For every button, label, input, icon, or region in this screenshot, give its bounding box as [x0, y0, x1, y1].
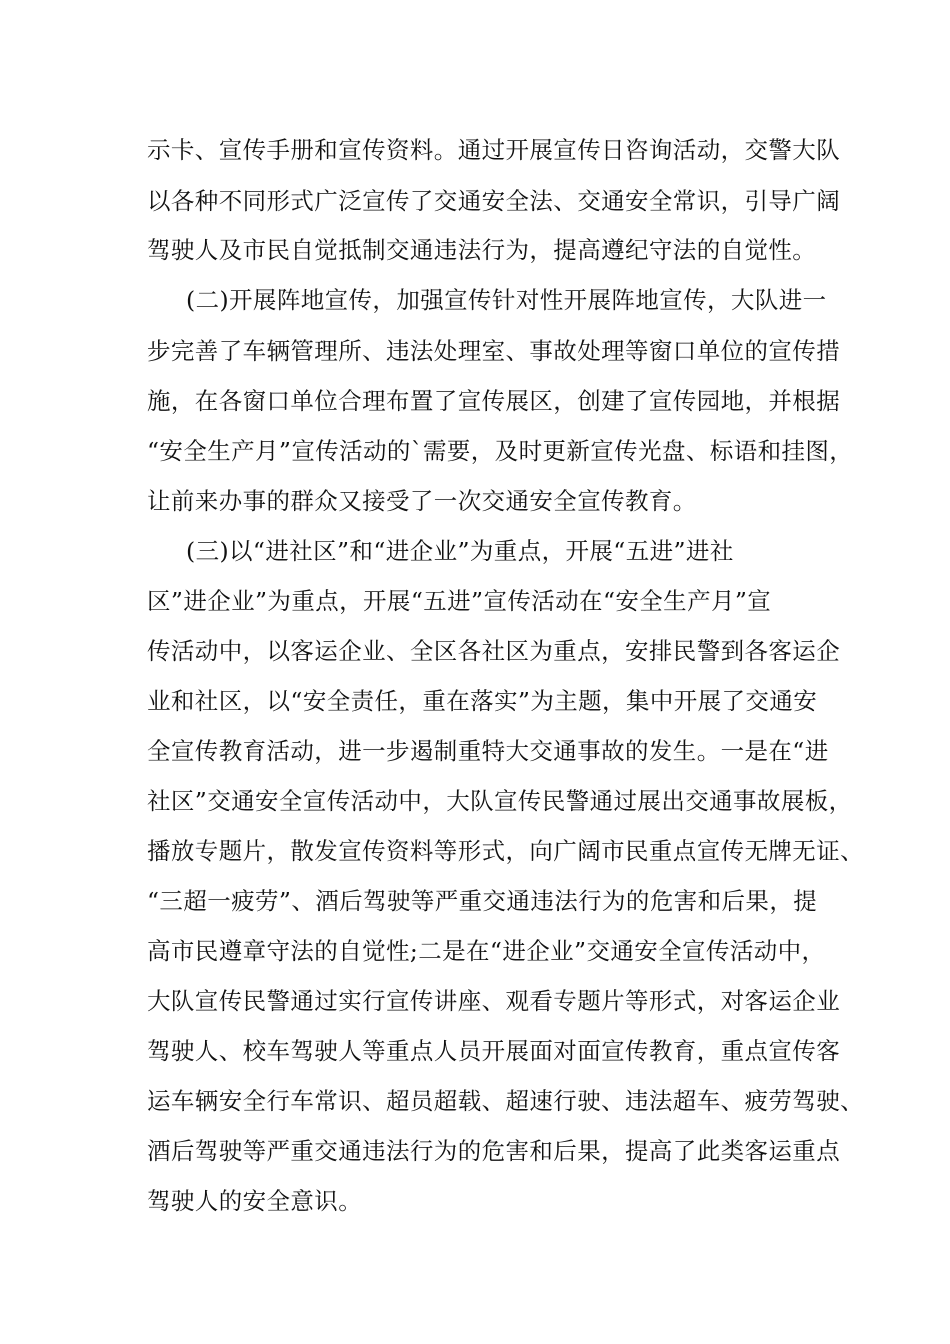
text-line: 让前来办事的群众又接受了一次交通安全宣传教育。 — [147, 487, 697, 515]
text-line: 区”进企业”为重点，开展“五进”宣传活动在“安全生产月”宣 — [147, 587, 772, 615]
paragraph-2-first-line: (二)开展阵地宣传，加强宣传针对性开展阵地宣传，大队进一 — [186, 286, 827, 314]
text-line: 驾驶人及市民自觉抵制交通违法行为，提高遵纪守法的自觉性。 — [147, 236, 817, 264]
text-line: 传活动中，以客运企业、全区各社区为重点，安排民警到各客运企 — [147, 637, 841, 665]
text-line: 步完善了车辆管理所、违法处理室、事故处理等窗口单位的宣传措 — [147, 337, 841, 365]
text-line: 播放专题片，散发宣传资料等形式，向广阔市民重点宣传无牌无证、 — [147, 837, 864, 865]
text-line: “三超一疲劳”、酒后驾驶等严重交通违法行为的危害和后果，提 — [147, 887, 818, 915]
text-line: 酒后驾驶等严重交通违法行为的危害和后果，提高了此类客运重点 — [147, 1137, 841, 1165]
text-line: 驾驶人的安全意识。 — [147, 1187, 363, 1215]
text-line: 运车辆安全行车常识、超员超载、超速行驶、违法超车、疲劳驾驶、 — [147, 1087, 864, 1115]
text-line: 以各种不同形式广泛宣传了交通安全法、交通安全常识，引导广阔 — [147, 187, 841, 215]
text-line: “安全生产月”宣传活动的`需要，及时更新宣传光盘、标语和挂图， — [147, 437, 854, 465]
text-line: 全宣传教育活动，进一步遏制重特大交通事故的发生。一是在“进 — [147, 737, 829, 765]
text-line: 高市民遵章守法的自觉性;二是在“进企业”交通安全宣传活动中， — [147, 937, 826, 965]
text-line: 示卡、宣传手册和宣传资料。通过开展宣传日咨询活动，交警大队 — [147, 136, 841, 164]
text-line: 驾驶人、校车驾驶人等重点人员开展面对面宣传教育，重点宣传客 — [147, 1037, 841, 1065]
text-line: 大队宣传民警通过实行宣传讲座、观看专题片等形式，对客运企业 — [147, 987, 841, 1015]
text-line: 施，在各窗口单位合理布置了宣传展区，创建了宣传园地，并根据 — [147, 387, 841, 415]
text-line: 业和社区，以“安全责任，重在落实”为主题，集中开展了交通安 — [147, 687, 818, 715]
text-line: 社区”交通安全宣传活动中，大队宣传民警通过展出交通事故展板， — [147, 787, 853, 815]
paragraph-3-first-line: (三)以“进社区”和“进企业”为重点，开展“五进”进社 — [186, 537, 734, 565]
